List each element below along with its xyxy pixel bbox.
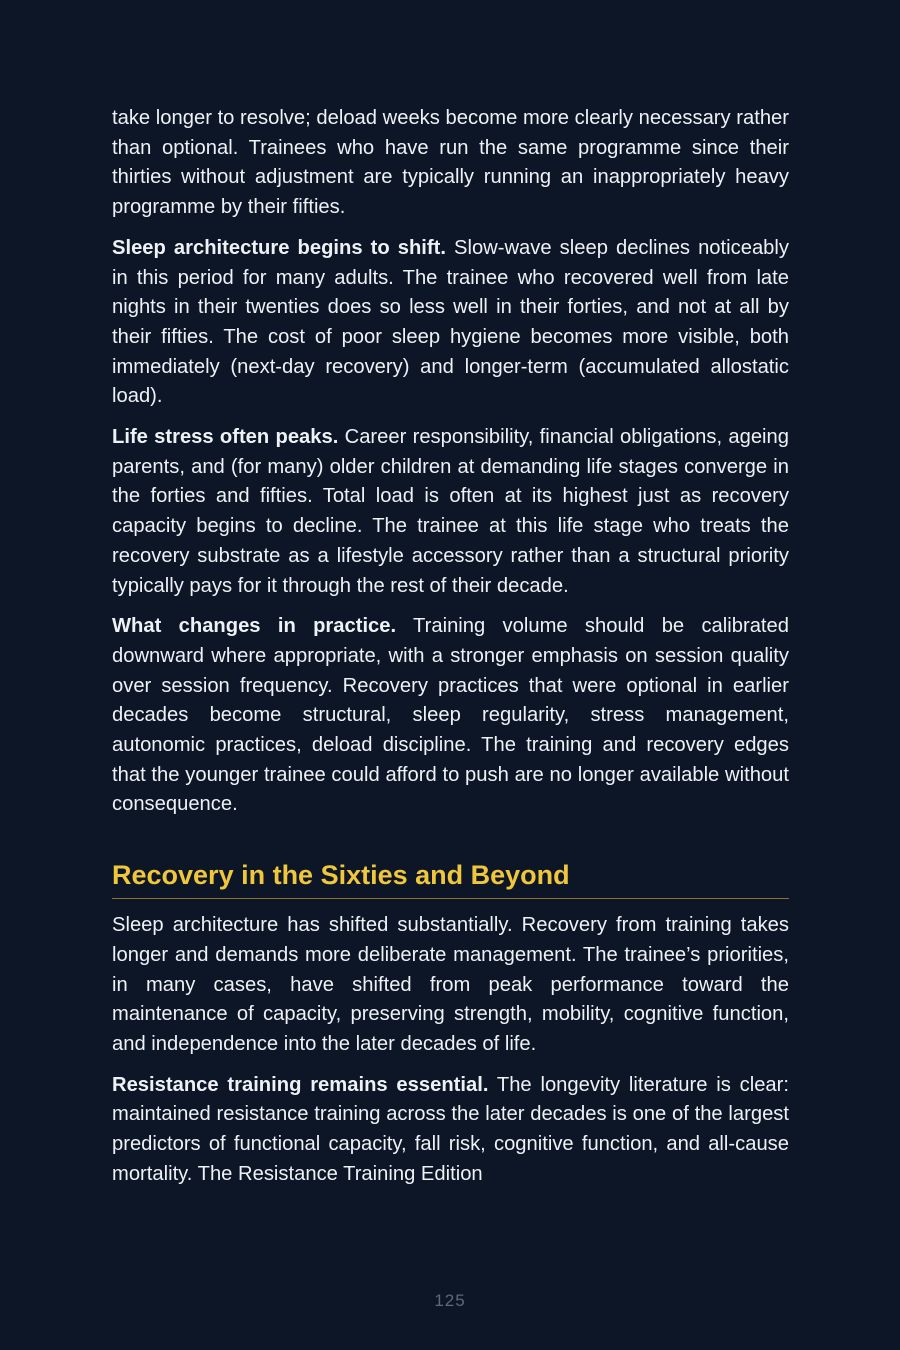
body-paragraph [112,911,789,1060]
section-heading: Recovery in the Sixties and Beyond [112,858,789,899]
body-paragraph [112,234,789,412]
paragraph-text: Slow-wave sleep declines noticeably in this period for many adults. The trainee who recovered well from late nights in their twenties does so less well in their forties, and not at all by their fifties. The cost of poor sleep hygiene becomes more visible, both immediately (next-day recovery) and longer-term (accumulated allostatic load). [112,236,789,408]
paragraph-text: Sleep architecture has shifted substantially. Recovery from training takes longer and demands more deliberate management. The trainee’s priorities, in many cases, have shifted from peak performance toward the maintenance of capacity, preserving strength, mobility, cognitive function, and independence into the later decades of life. [112,914,789,1055]
page-content [112,104,789,1201]
paragraph-lead: Sleep architecture begins to shift. [112,236,446,259]
body-paragraph [112,423,789,601]
paragraph-text: Career responsibility, financial obligations, ageing parents, and (for many) older children at demanding life stages converge in the forties and fifties. Total load is often at its highest just as recovery capacity begins to decline. The trainee at this life stage who treats the recovery substrate as a lifestyle accessory rather than a structural priority typically pays for it through the rest of their decade. [112,426,789,597]
body-paragraph [112,1071,789,1190]
paragraph-text: take longer to resolve; deload weeks become more clearly necessary rather than optional. Trainees who have run the same programme since their thirties without adjustment are typically running an inappropriately heavy programme by their fifties. [112,107,789,219]
page-number: 125 [434,1291,466,1310]
paragraph-text: The longevity literature is clear: maintained resistance training across the later decades is one of the largest predictors of functional capacity, fall risk, cognitive function, and all-cause mortality. The Resistance Training Edition [112,1073,789,1185]
paragraph-lead: What changes in practice. [112,615,397,638]
paragraph-text: Training volume should be calibrated downward where appropriate, with a stronger emphasis on session quality over session frequency. Recovery practices that were optional in earlier decades become structural, sleep regularity, stress management, autonomic practices, deload discipline. The training and recovery edges that the younger trainee could afford to push are no longer available without consequence. [112,615,789,816]
paragraph-lead: Life stress often peaks. [112,426,339,449]
paragraph-lead: Resistance training remains essential. [112,1073,489,1096]
body-paragraph [112,612,789,820]
body-paragraph [112,104,789,223]
